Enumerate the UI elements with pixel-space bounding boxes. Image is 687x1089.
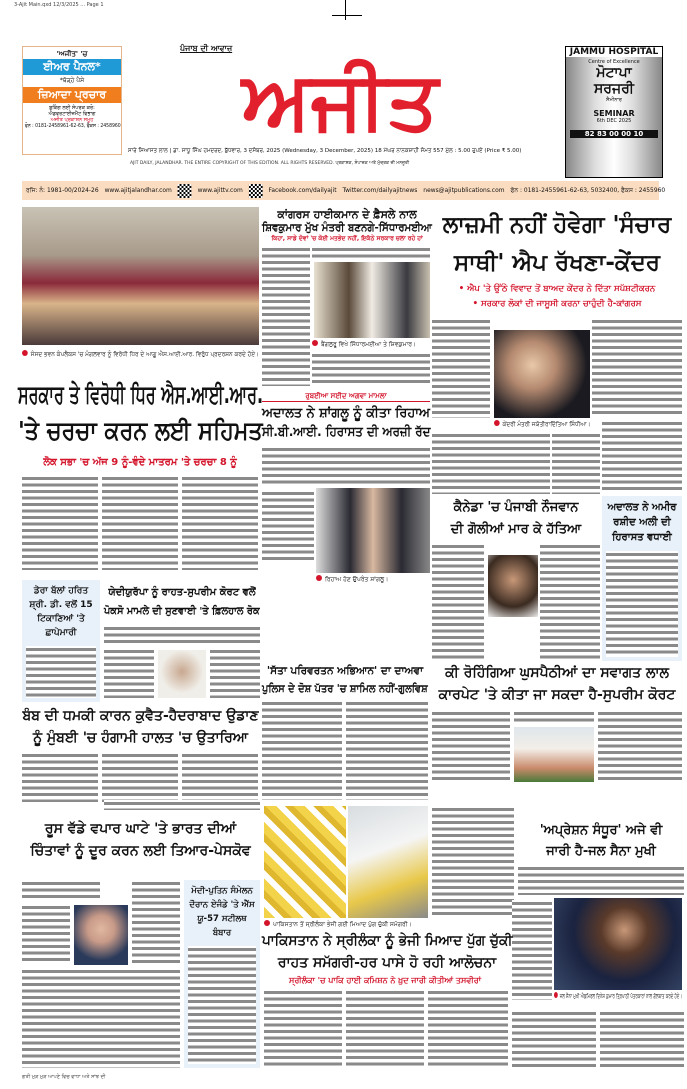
ad-line2: ਸਰਜਰੀ bbox=[593, 81, 635, 97]
article-body bbox=[514, 710, 594, 724]
article-body bbox=[182, 475, 258, 570]
info-strip bbox=[22, 181, 666, 200]
article-body bbox=[22, 475, 98, 570]
article-body bbox=[432, 432, 550, 494]
article-body bbox=[518, 865, 684, 895]
article-body bbox=[22, 968, 180, 1068]
article-body bbox=[346, 700, 428, 800]
crop-mark bbox=[345, 0, 346, 20]
article-body bbox=[264, 989, 342, 1068]
congress-headline[interactable] bbox=[262, 208, 432, 234]
article-body bbox=[432, 543, 484, 661]
headline-line: ਜਾਰੀ ਹੈ-ਜਲ ਸੈਨਾ ਮੁਖੀ bbox=[546, 844, 656, 859]
shanglu-headline[interactable] bbox=[262, 404, 430, 442]
headline-line: ਦੀ ਗੋਲੀਆਂ ਮਾਰ ਕੇ ਹੱਤਿਆ bbox=[450, 522, 582, 537]
supreme-court-photo bbox=[514, 727, 594, 782]
article-body bbox=[312, 246, 430, 260]
headline-line: ਪਾਕਿਸਤਾਨ ਨੇ ਸ੍ਰੀਲੰਕਾ ਨੂੰ ਭੇਜੀ ਮਿਆਦ ਪੁੱਗ ਚੁੱਕੀ bbox=[262, 933, 513, 949]
article-body bbox=[600, 1010, 684, 1068]
article-body bbox=[552, 432, 600, 494]
article-body bbox=[432, 710, 510, 780]
article-body bbox=[102, 752, 178, 802]
dera-box[interactable] bbox=[22, 580, 100, 702]
promo-line1: 'ਅਜੀਤ' 'ਚ bbox=[56, 50, 88, 58]
headline-line: ਸਾਥੀ' ਐਪ ਰੱਖਣਾ-ਕੇਂਦਰ bbox=[453, 250, 661, 276]
russia-headline[interactable] bbox=[18, 818, 263, 862]
qr-code bbox=[249, 184, 263, 198]
headline-line: ਸੀ.ਬੀ.ਆਈ. ਹਿਰਾਸਤ ਦੀ ਅਰਜ਼ੀ ਰੱਦ bbox=[262, 425, 431, 440]
article-body bbox=[262, 246, 310, 386]
email-link[interactable]: news@ajitpublications.com bbox=[423, 187, 505, 194]
headline-line: ਬੰਬ ਦੀ ਧਮਕੀ ਕਾਰਨ ਕੁਵੈਤ-ਹੈਦਰਾਬਾਦ ਉਡਾਣ bbox=[22, 708, 259, 724]
congress-subheadline: ਕਿਹਾ, ਸਾਡੇ ਦੋਵਾਂ 'ਚ ਕੋਈ ਮਤਭੇਦ ਨਹੀਂ, ਇਕੱਠੇ ਸਰਕਾਰ ਚਲਾ ਰਹੇ ਹਾਂ bbox=[271, 235, 423, 242]
main-bullet-1: • ਐਪ 'ਤੇ ਉੱਠੇ ਵਿਵਾਦ ਤੋਂ ਬਾਅਦ ਕੇਂਦਰ ਨੇ ਦਿੱਤਾ ਸਪੱਸ਼ਟੀਕਰਨ bbox=[458, 284, 656, 294]
headline-line: ਸਰਕਾਰ ਤੇ ਵਿਰੋਧੀ ਧਿਰ ਐਸ.ਆਈ.ਆਰ. bbox=[18, 380, 264, 409]
article-body bbox=[104, 625, 260, 645]
article-body bbox=[262, 446, 430, 484]
headline-line: ਕੈਨੇਡਾ 'ਚ ਪੰਜਾਬੀ ਨੌਜਵਾਨ bbox=[453, 500, 579, 515]
article-body bbox=[132, 880, 180, 966]
article-body bbox=[188, 946, 256, 1064]
headline-line: ਨੂੰ ਮੁੰਬਈ 'ਚ ਹੰਗਾਮੀ ਹਾਲਤ 'ਚ ਉਤਾਰਿਆ bbox=[32, 730, 249, 746]
headline-line: ਕੀ ਰੋਹਿੰਗਿਆ ਘੁਸਪੈਠੀਆਂ ਦਾ ਸਵਾਗਤ ਲਾਲ bbox=[445, 665, 669, 681]
ad-seminar: SEMINAR bbox=[593, 109, 635, 118]
article-body bbox=[102, 475, 178, 570]
sindoor-headline[interactable] bbox=[518, 820, 684, 862]
relief-material-photo-2 bbox=[348, 806, 428, 918]
masthead-logo[interactable]: ਅਜੀਤ bbox=[241, 54, 439, 147]
bomb-threat-headline[interactable] bbox=[18, 705, 263, 749]
website-link[interactable]: www.ajitjalandhar.com bbox=[104, 187, 172, 194]
copyright-line: AJIT DAILY, JALANDHAR. THE ENTIRE COPYRIGHT OF THIS EDITION. ALL RIGHTS RESERVED. ਪ੍ਰਕਾਸ਼ਕ, ਸੰਪਾਦਕ ਅਤੇ ਮੁੱਦ੍ਰਕ ਦੀ ਮਨਜ਼ੂਰੀ bbox=[130, 161, 410, 166]
victim-photo bbox=[488, 555, 538, 617]
promo-line4: ਜ਼ਿਆਦਾ ਪ੍ਰਚਾਰ bbox=[23, 87, 121, 103]
tv-link[interactable]: www.ajittv.com bbox=[197, 187, 243, 194]
article-body bbox=[26, 646, 96, 698]
article-body bbox=[428, 989, 508, 1068]
main-bullet-2: • ਸਰਕਾਰ ਲੋਕਾਂ ਦੀ ਜਾਸੂਸੀ ਕਰਨਾ ਚਾਹੁੰਦੀ ਹੈ-ਕਾਂਗਰਸ bbox=[472, 299, 642, 309]
article-body bbox=[22, 880, 100, 900]
article-body bbox=[22, 904, 70, 964]
ad-phone: 82 83 00 00 10 bbox=[570, 130, 658, 138]
amir-headline: ਅਦਾਲਤ ਨੇ ਅਮੀਰ ਰਸ਼ੀਦ ਅਲੀ ਦੀ ਹਿਰਾਸਤ ਵਧਾਈ bbox=[607, 502, 677, 543]
headline-line: ਚਿੰਤਾਵਾਂ ਨੂੰ ਦੂਰ ਕਰਨ ਲਈ ਤਿਆਰ-ਪੇਸਕੋਵ bbox=[30, 843, 251, 859]
satta-headline[interactable] bbox=[262, 662, 428, 698]
qr-code bbox=[178, 184, 192, 198]
phone-info: ਫੋਨ : 0181-2455961-62-63, 5032400, ਫੈਕਸ : 2455960 bbox=[510, 186, 666, 194]
promo-line6: ਐਡਵਰਟਾਈਜ਼ਮੈਂਟ ਵਿਭਾਗ bbox=[48, 111, 96, 117]
relief-material-photo bbox=[264, 806, 346, 918]
promo-line2: ਈਅਰ ਪੈਨਲ* bbox=[23, 59, 121, 75]
amir-box[interactable] bbox=[602, 496, 682, 661]
photo-caption: ਰਿਹਾਅ ਹੋਣ ਉਪਰੰਤ ਸ਼ਾਂਗਲੂ। bbox=[316, 575, 430, 584]
siddaramaiah-shivakumar-photo bbox=[314, 262, 430, 338]
ad-date: 6th DEC 2025 bbox=[596, 118, 632, 124]
main-headline[interactable] bbox=[432, 206, 682, 282]
article-body bbox=[540, 543, 600, 661]
article-body bbox=[606, 551, 678, 657]
scindia-photo bbox=[494, 330, 590, 418]
shanglu-photo bbox=[316, 488, 430, 573]
navy-chief-photo bbox=[554, 898, 682, 990]
sir-headline[interactable] bbox=[18, 377, 263, 449]
headline-line: ਪੋਕਸੋ ਮਾਮਲੇ ਦੀ ਸੁਣਵਾਈ 'ਤੇ ਫ਼ਿਲਹਾਲ ਰੋਕ bbox=[104, 606, 260, 617]
article-body bbox=[432, 806, 514, 916]
promo-box[interactable] bbox=[22, 46, 122, 155]
article-body bbox=[602, 420, 682, 490]
facebook-link[interactable]: Facebook.com/dailyajit bbox=[268, 187, 337, 194]
headline-line: ਰਾਹਤ ਸਮੱਗਰੀ-ਹਰ ਪਾਸੇ ਹੋ ਰਹੀ ਆਲੋਚਨਾ bbox=[277, 955, 497, 971]
shanglu-kicker: ਰੁਬਈਆ ਸਈਦ ਅਗਵਾ ਮਾਮਲਾ bbox=[262, 391, 430, 402]
photo-caption: ਜਲ ਸੈਨਾ ਮੁਖੀ ਐਡਮਿਰਲ ਦਿਨੇਸ਼ ਕੁਮਾਰ ਤ੍ਰਿਪਾਠੀ ਪੱਤਰਕਾਰਾਂ ਨਾਲ ਗੱਲਬਾਤ ਕਰਦੇ ਹੋਏ। bbox=[554, 992, 636, 1001]
headline-line: ਕਾਰਪੇਟ 'ਤੇ ਕੀਤਾ ਜਾ ਸਕਦਾ ਹੈ-ਸੁਪਰੀਮ ਕੋਰਟ bbox=[438, 687, 676, 703]
dera-headline: ਡੇਰਾ ਬੱਲਾਂ ਹਰਿਤ ਸ਼੍ਰੀ. ਡੀ. ਵਲੋਂ 15 ਟਿਕਾਣਿਆਂ 'ਤੇ ਛਾਪੇਮਾਰੀ bbox=[29, 586, 93, 638]
yediyurappa-headline[interactable] bbox=[104, 583, 260, 621]
article-body bbox=[262, 490, 314, 560]
crop-mark bbox=[332, 2, 362, 16]
promo-line3: *ਥੋੜ੍ਹੇ ਪੈਸੇ bbox=[59, 77, 85, 84]
headline-line: ਯੇਦੀਯੁਰੱਪਾ ਨੂੰ ਰਾਹਤ-ਸੁਪਰੀਮ ਕੋਰਟ ਵਲੋਂ bbox=[108, 587, 256, 598]
ad-line3: ਸੈਮੀਨਾਰ bbox=[606, 97, 622, 103]
article-body bbox=[512, 1010, 596, 1068]
article-body bbox=[22, 752, 98, 802]
modi-putin-box[interactable] bbox=[184, 880, 260, 1068]
canada-headline[interactable] bbox=[432, 497, 600, 541]
headline-line: 'ਸੱਤਾ ਪਰਿਵਰਤਨ ਅਭਿਆਨ' ਦਾ ਦਾਅਵਾ bbox=[266, 665, 424, 677]
photo-caption: ਸੰਸਦ ਭਵਨ ਕੰਪਲੈਕਸ 'ਚ ਮੰਗਲਵਾਰ ਨੂੰ ਵਿਰੋਧੀ ਧਿਰ ਦੇ ਆਗੂ ਐਸ.ਆਈ.ਆਰ. ਵਿਰੁੱਧ ਪ੍ਰਦਰਸ਼ਨ ਕਰਦੇ ਹੋਏ। bbox=[22, 350, 250, 359]
article-body bbox=[182, 752, 258, 802]
headline-line: ਅਦਾਲਤ ਨੇ ਸ਼ਾਂਗਲੂ ਨੂੰ ਕੀਤਾ ਰਿਹਾਅ bbox=[262, 406, 430, 421]
ad-sub: Centre of Excellence bbox=[588, 59, 640, 65]
article-body bbox=[512, 900, 552, 1000]
dateline: ਸਾਰੇ ਸਿਆਸਤ ਲਾਲ | ਡਾ. ਸਾਧੂ ਸਿੰਘ ਹਮਦਰਦ, ਬੁੱਧਵਾਰ, 3 ਦਸੰਬਰ, 2025 (Wednesday, 3 December, 2025) 18 ਮੱਘਰ ਨਾਨਕਸ਼ਾਹੀ ਸੰਮਤ 557 ਮੁੱਲ : 5.00 ਰੁਪਏ (Price ₹ 5.00) bbox=[128, 148, 522, 154]
article-body bbox=[598, 710, 682, 780]
pakistan-headline[interactable] bbox=[262, 930, 512, 974]
sir-subheadline: ਲੋਕ ਸਭਾ 'ਚ ਅੱਜ 9 ਨੂੰ-ਵੰਦੇ ਮਾਤਰਮ 'ਤੇ ਚਰਚਾ 8 ਨੂੰ bbox=[43, 457, 237, 468]
article-body bbox=[592, 318, 682, 416]
headline-line: ਰੂਸ ਵੱਡੇ ਵਪਾਰ ਘਾਟੇ 'ਤੇ ਭਾਰਤ ਦੀਆਂ bbox=[44, 821, 237, 837]
photo-caption: ਪਾਕਿਸਤਾਨ ਤੋਂ ਸ੍ਰੀਲੰਕਾ ਭੇਜੀ ਗਈ ਮਿਆਦ ਪੁੱਗ ਚੁੱਕੀ ਸਮੱਗਰੀ। bbox=[264, 920, 428, 929]
headline-line: ਸ਼ਿਵਕੁਮਾਰ ਮੁੱਖ ਮੰਤਰੀ ਬਣਨਗੇ-ਸਿੱਧਾਰਮਈਆ bbox=[262, 221, 432, 234]
masthead-slogan: ਪੰਜਾਬ ਦੀ ਆਵਾਜ਼ bbox=[180, 44, 233, 53]
article-body bbox=[104, 800, 260, 810]
headline-line: ਲਾਜ਼ਮੀ ਨਹੀਂ ਹੋਵੇਗਾ 'ਸੰਚਾਰ bbox=[442, 212, 672, 238]
headline-line: 'ਅਪ੍ਰੇਸ਼ਨ ਸੰਧੂਰ' ਅਜੇ ਵੀ bbox=[539, 823, 663, 838]
photo-caption: ਕੇਂਦਰੀ ਮੰਤਰੀ ਜਯੋਤੀਰਾਦਿੱਤਿਆ ਸਿੰਧੀਆ। bbox=[494, 420, 585, 429]
jammu-hospital-ad[interactable] bbox=[565, 46, 663, 178]
rohingya-headline[interactable] bbox=[432, 662, 682, 706]
peskov-photo bbox=[74, 905, 128, 965]
twitter-link[interactable]: Twitter.com/dailyajitnews bbox=[342, 187, 418, 194]
headline-line: 'ਤੇ ਚਰਚਾ ਕਰਨ ਲਈ ਸਹਿਮਤ bbox=[18, 416, 263, 445]
headline-line: ਕਾਂਗਰਸ ਹਾਈਕਮਾਨ ਦੇ ਫ਼ੈਸਲੇ ਨਾਲ bbox=[277, 208, 417, 221]
ad-title: JAMMU HOSPITAL bbox=[566, 47, 662, 57]
promo-phone: ਫੋਨ : 0181-2458961-62-63, ਫੈਕਸ : 2458960 bbox=[24, 123, 121, 129]
article-body bbox=[432, 318, 490, 418]
photo-caption: ਬੈਂਗਲੁਰੂ ਵਿਖੇ ਸਿੱਧਾਰਮਈਆ ਤੇ ਸ਼ਿਵਕੁਮਾਰ। bbox=[312, 340, 430, 349]
modi-putin-headline: ਮੋਦੀ-ਪੁਤਿਨ ਸੰਮੇਲਨ ਦੌਰਾਨ ਏਜੰਡੇ 'ਤੇ ਐੱਸ ਯੂ-57 ਸਟੀਲਥ ਬੰਬਾਰ bbox=[189, 886, 255, 938]
ad-line1: ਮੋਟਾਪਾ bbox=[596, 65, 632, 81]
article-body bbox=[104, 648, 154, 698]
pakistan-subheadline: ਸ੍ਰੀਲੰਕਾ 'ਚ ਪਾਕਿ ਹਾਈ ਕਮਿਸ਼ਨ ਨੇ ਖ਼ੁਦ ਜਾਰੀ ਕੀਤੀਆਂ ਤਸਵੀਰਾਂ bbox=[289, 976, 481, 985]
yediyurappa-photo bbox=[158, 650, 206, 698]
headline-line: ਪੁਲਿਸ ਦੇ ਦੋਸ਼ ਪੱਤਰ 'ਚ ਸ਼ਾਮਿਲ ਨਹੀਂ-ਗੁਲਵਿਸ਼ bbox=[262, 683, 428, 695]
article-body bbox=[346, 989, 424, 1068]
article-body bbox=[262, 700, 342, 800]
print-slug: 3-Ajit Main.qxd 12/3/2025 ... Page 1 bbox=[14, 2, 104, 8]
registration-number: ਰਜਿ: ਨੰ: 1981-00/2024-26 bbox=[25, 186, 99, 194]
promo-line7: ਅਜੀਤ ਪ੍ਰਕਾਸ਼ਨ ਸਮੂਹ bbox=[50, 117, 94, 123]
article-body bbox=[312, 352, 430, 386]
protest-photo bbox=[22, 207, 259, 345]
promo-line5: ਬੁਕਿੰਗ ਲਈ ਸੰਪਰਕ ਕਰੋ: bbox=[49, 105, 95, 111]
footer-tagline: ਗਤੀ ਮੁੜ ਮੁੜ ਆਪਣੇ ਵਿਚ ਵਾਧਾ ਅਤੇ ਸਾਂਝ ਦੀ bbox=[22, 1074, 106, 1080]
article-body bbox=[210, 648, 260, 698]
